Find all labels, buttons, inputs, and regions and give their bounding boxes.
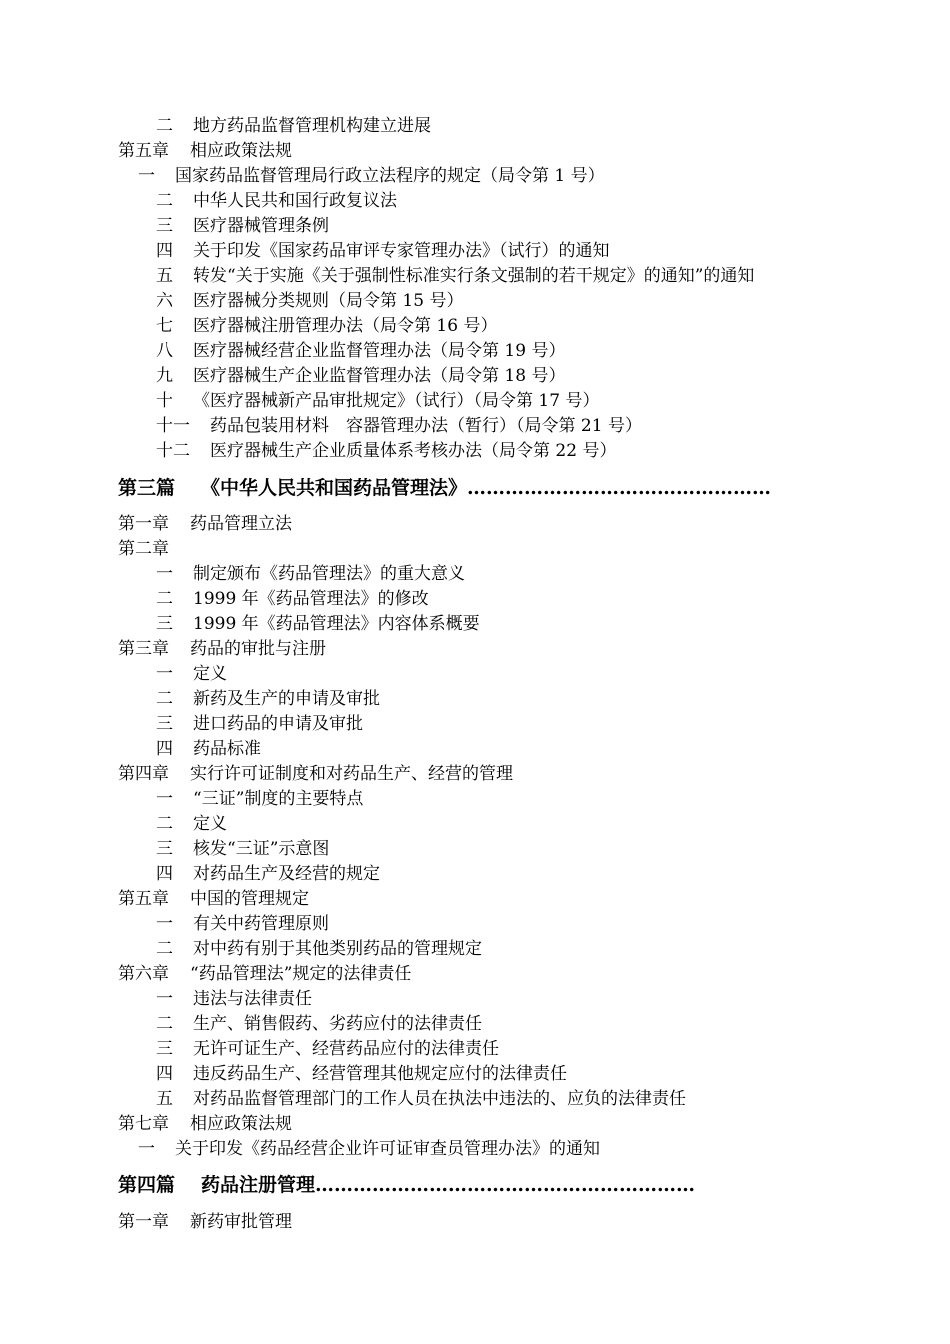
toc-number: 第五章	[118, 141, 169, 161]
toc-number: 二	[156, 939, 173, 959]
toc-number: 一	[138, 166, 155, 186]
toc-item	[156, 814, 227, 834]
toc-number: 第六章	[118, 964, 169, 984]
chapter-line	[118, 889, 309, 909]
toc-item	[156, 266, 754, 286]
toc-item	[156, 441, 616, 461]
toc-item	[138, 166, 605, 186]
toc-item	[156, 291, 463, 311]
toc-title: 定义	[193, 664, 227, 684]
toc-title: 医疗器械生产企业监督管理办法（局令第 18 号）	[193, 366, 566, 386]
part-heading	[118, 1173, 695, 1197]
toc-number: 一	[156, 989, 173, 1009]
toc-number: 九	[156, 366, 173, 386]
toc-number: 第二章	[118, 539, 169, 559]
chapter-line	[118, 764, 513, 784]
chapter-line	[118, 1114, 292, 1134]
toc-title: 相应政策法规	[190, 1114, 292, 1134]
toc-number: 一	[156, 564, 173, 584]
toc-title: 中华人民共和国行政复议法	[193, 191, 397, 211]
chapter-line	[118, 1212, 292, 1232]
toc-number: 三	[156, 1039, 173, 1059]
toc-item	[156, 914, 329, 934]
toc-title: 无许可证生产、经营药品应付的法律责任	[193, 1039, 499, 1059]
toc-item	[156, 1039, 499, 1059]
toc-title: 医疗器械经营企业监督管理办法（局令第 19 号）	[193, 341, 566, 361]
toc-title: 对药品生产及经营的规定	[193, 864, 380, 884]
toc-number: 第四篇	[118, 1174, 176, 1196]
toc-number: 二	[156, 191, 173, 211]
toc-title: 新药及生产的申请及审批	[193, 689, 380, 709]
toc-item	[156, 416, 642, 436]
toc-title: 地方药品监督管理机构建立进展	[193, 116, 431, 136]
toc-number: 第五章	[118, 889, 169, 909]
toc-number: 二	[156, 116, 173, 136]
toc-number: 二	[156, 814, 173, 834]
toc-title: 1999 年《药品管理法》的修改	[193, 589, 429, 609]
toc-title: 有关中药管理原则	[193, 914, 329, 934]
toc-title: 新药审批管理	[190, 1212, 292, 1232]
toc-number: 三	[156, 714, 173, 734]
toc-number: 五	[156, 1089, 173, 1109]
chapter-line	[118, 639, 326, 659]
toc-title: 1999 年《药品管理法》内容体系概要	[193, 614, 480, 634]
toc-item	[156, 1014, 482, 1034]
toc-title: 生产、销售假药、劣药应付的法律责任	[193, 1014, 482, 1034]
toc-number: 六	[156, 291, 173, 311]
toc-item	[156, 216, 329, 236]
leader-dots: …………………………………………	[467, 477, 772, 499]
toc-number: 一	[156, 664, 173, 684]
toc-title: 药品标准	[193, 739, 261, 759]
toc-item	[138, 1139, 600, 1159]
toc-number: 五	[156, 266, 173, 286]
toc-title: 实行许可证制度和对药品生产、经营的管理	[190, 764, 513, 784]
toc-number: 三	[156, 216, 173, 236]
toc-title: 关于印发《药品经营企业许可证审查员管理办法》的通知	[175, 1139, 600, 1159]
toc-number: 四	[156, 864, 173, 884]
toc-item	[156, 739, 261, 759]
toc-number: 四	[156, 241, 173, 261]
toc-item	[156, 316, 497, 336]
toc-number: 一	[156, 914, 173, 934]
toc-number: 十二	[156, 441, 190, 461]
toc-item	[156, 839, 329, 859]
chapter-line	[118, 141, 292, 161]
toc-item	[156, 1089, 686, 1109]
toc-item	[156, 689, 380, 709]
toc-title: 国家药品监督管理局行政立法程序的规定（局令第 1 号）	[175, 166, 605, 186]
toc-title: 药品注册管理	[201, 1174, 316, 1196]
toc-number: 第一章	[118, 514, 169, 534]
toc-title: 药品包装用材料 容器管理办法（暂行）（局令第 21 号）	[210, 416, 642, 436]
toc-number: 七	[156, 316, 173, 336]
toc-number: 一	[138, 1139, 155, 1159]
toc-item	[156, 664, 227, 684]
toc-item	[156, 714, 363, 734]
toc-number: 二	[156, 1014, 173, 1034]
toc-item	[156, 939, 482, 959]
toc-title: 医疗器械生产企业质量体系考核办法（局令第 22 号）	[210, 441, 617, 461]
toc-title: 医疗器械分类规则（局令第 15 号）	[193, 291, 464, 311]
toc-item	[156, 789, 363, 809]
toc-number: 四	[156, 739, 173, 759]
toc-title: 定义	[193, 814, 227, 834]
toc-number: 三	[156, 614, 173, 634]
chapter-line	[118, 539, 190, 559]
toc-title: 违反药品生产、经营管理其他规定应付的法律责任	[193, 1064, 567, 1084]
toc-title: 医疗器械管理条例	[193, 216, 329, 236]
toc-item	[156, 989, 312, 1009]
toc-item	[156, 1064, 567, 1084]
toc-title: “药品管理法”规定的法律责任	[190, 964, 412, 984]
toc-number: 四	[156, 1064, 173, 1084]
toc-title: 相应政策法规	[190, 141, 292, 161]
toc-title: 违法与法律责任	[193, 989, 312, 1009]
part-heading	[118, 476, 771, 500]
toc-title: 转发“关于实施《关于强制性标准实行条文强制的若干规定》的通知”的通知	[193, 266, 755, 286]
chapter-line	[118, 964, 411, 984]
toc-title: 关于印发《国家药品审评专家管理办法》（试行）的通知	[193, 241, 610, 261]
toc-title: 医疗器械注册管理办法（局令第 16 号）	[193, 316, 498, 336]
toc-title: 对中药有别于其他类别药品的管理规定	[193, 939, 482, 959]
toc-item	[156, 116, 431, 136]
toc-item	[156, 341, 565, 361]
toc-title: 对药品监督管理部门的工作人员在执法中违法的、应负的法律责任	[193, 1089, 686, 1109]
toc-title: 核发“三证”示意图	[193, 839, 330, 859]
toc-title: 《医疗器械新产品审批规定》（试行）（局令第 17 号）	[193, 391, 600, 411]
toc-title: 《中华人民共和国药品管理法》	[201, 477, 468, 499]
toc-number: 第四章	[118, 764, 169, 784]
toc-title: 中国的管理规定	[190, 889, 309, 909]
toc-number: 十	[156, 391, 173, 411]
toc-title: “三证”制度的主要特点	[193, 789, 364, 809]
toc-title: 制定颁布《药品管理法》的重大意义	[193, 564, 465, 584]
toc-item	[156, 191, 397, 211]
leader-dots: ……………………………………………………	[315, 1174, 696, 1196]
toc-number: 二	[156, 589, 173, 609]
chapter-line	[118, 514, 292, 534]
toc-item	[156, 589, 429, 609]
toc-number: 十一	[156, 416, 190, 436]
toc-number: 第七章	[118, 1114, 169, 1134]
toc-item	[156, 391, 599, 411]
toc-item	[156, 564, 465, 584]
toc-number: 第一章	[118, 1212, 169, 1232]
toc-item	[156, 366, 565, 386]
toc-number: 八	[156, 341, 173, 361]
toc-number: 第三篇	[118, 477, 176, 499]
toc-item	[156, 241, 610, 261]
toc-title: 进口药品的申请及审批	[193, 714, 363, 734]
toc-title: 药品的审批与注册	[190, 639, 326, 659]
toc-number: 一	[156, 789, 173, 809]
toc-item	[156, 864, 380, 884]
toc-item	[156, 614, 480, 634]
toc-number: 第三章	[118, 639, 169, 659]
toc-number: 三	[156, 839, 173, 859]
toc-title: 药品管理立法	[190, 514, 292, 534]
toc-number: 二	[156, 689, 173, 709]
